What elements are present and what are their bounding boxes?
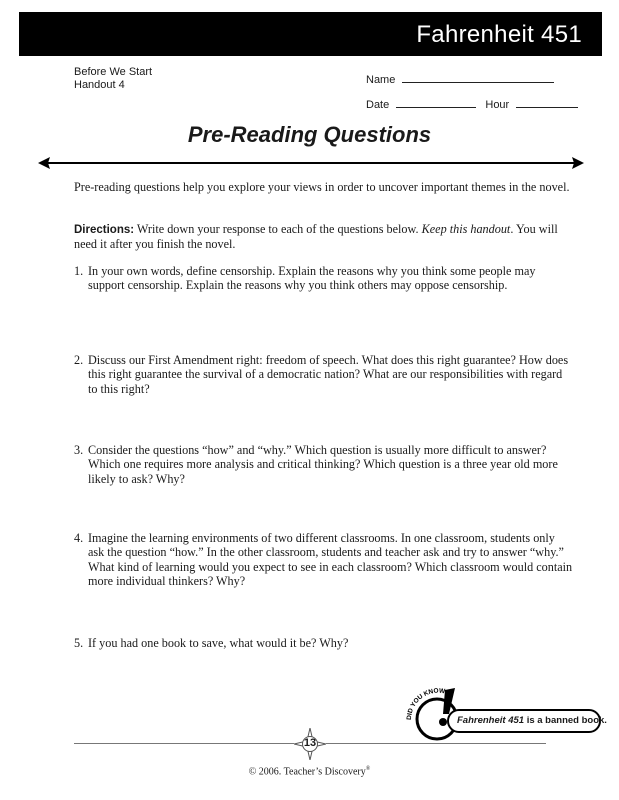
name-label: Name xyxy=(366,74,396,86)
intro-paragraph: Pre-reading questions help you explore your views in order to uncover important themes in the novel. xyxy=(74,180,570,194)
date-blank[interactable] xyxy=(396,97,476,108)
date-field[interactable] xyxy=(366,97,578,111)
question-number: 1. xyxy=(74,264,84,278)
fact-title: Fahrenheit 451 xyxy=(457,715,525,726)
question-1 xyxy=(74,264,574,293)
did-you-know-fact-box xyxy=(447,709,607,733)
double-arrow-divider xyxy=(38,156,584,170)
question-3 xyxy=(74,443,574,486)
question-text: Consider the questions “how” and “why.” Which question is usually more difficult to answer? Which one requires more analysis and critical thinking? Which question is a three year old more likely to ask? Why? xyxy=(88,443,558,486)
question-text: In your own words, define censorship. Explain the reasons why you think some people may support censorship. Explain the reasons why you think others may oppose censorship. xyxy=(88,264,536,293)
question-text: Imagine the learning environments of two different classrooms. In one classroom, students only ask the question “how.” In the other classroom, students and teacher ask and try to answer “why.” What kind of learning would you expect to see in each classroom? Which classroom would contain more individual thinkers? Why? xyxy=(88,531,573,589)
directions-text-end: . You will need it after you finish the novel. xyxy=(74,222,558,251)
hour-label: Hour xyxy=(485,99,510,111)
directions-label: Directions: xyxy=(74,224,135,236)
footer-rule-left xyxy=(74,743,294,744)
question-number: 5. xyxy=(74,636,84,650)
fact-text: is a banned book. xyxy=(524,715,607,726)
handout-label: Handout 4 xyxy=(74,79,125,91)
name-blank[interactable] xyxy=(402,72,554,83)
copyright-label: © 2006. Teacher’s Discovery xyxy=(248,766,366,778)
handout-info xyxy=(74,66,152,92)
copyright-text xyxy=(0,766,619,777)
date-label: Date xyxy=(366,99,390,111)
directions-text: Write down your response to each of the questions below. xyxy=(134,222,422,236)
question-text: If you had one book to save, what would it be? Why? xyxy=(88,636,349,650)
question-4 xyxy=(74,531,574,589)
question-text: Discuss our First Amendment right: freedom of speech. What does this right guarantee? How does this right guarantee the survival of a democratic nation? What are our responsibilities with regard to this right? xyxy=(88,353,569,396)
question-number: 4. xyxy=(74,531,84,545)
question-2 xyxy=(74,353,574,396)
question-number: 3. xyxy=(74,443,84,457)
footer-rule-right xyxy=(326,743,546,744)
page-number-ornament xyxy=(294,728,326,760)
directions-emphasis: Keep this handout xyxy=(421,222,511,236)
name-field[interactable] xyxy=(366,72,554,86)
page-number: 13 xyxy=(303,737,317,749)
header-bar xyxy=(19,12,602,56)
page-title: Pre-Reading Questions xyxy=(187,122,432,147)
section-label: Before We Start xyxy=(74,66,153,78)
hour-blank[interactable] xyxy=(516,97,578,108)
question-5 xyxy=(74,636,574,650)
did-you-know-label: DID YOU KNOW xyxy=(405,687,446,721)
document-title: Fahrenheit 451 xyxy=(416,21,582,48)
registered-mark: ® xyxy=(365,766,371,772)
directions-paragraph xyxy=(74,222,574,251)
question-number: 2. xyxy=(74,353,84,367)
